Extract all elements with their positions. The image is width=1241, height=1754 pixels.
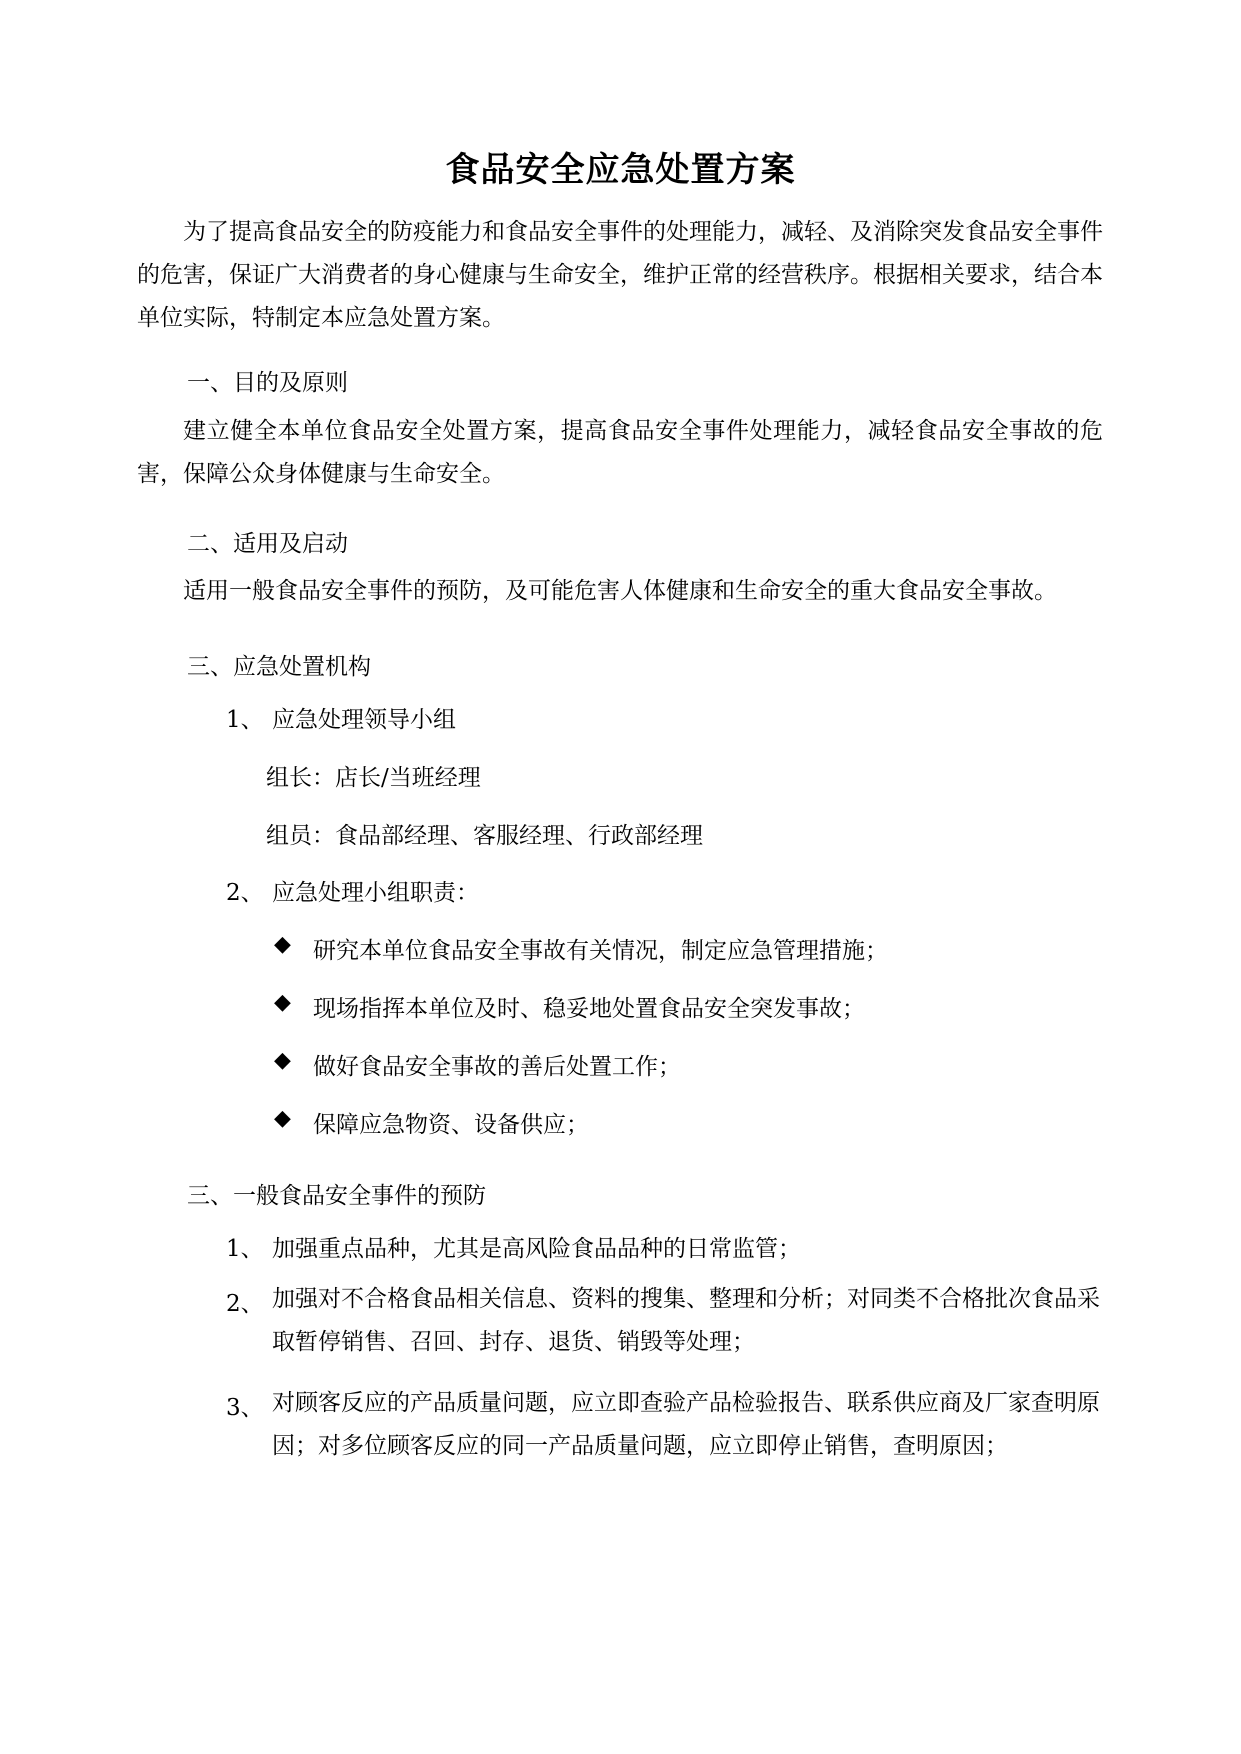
diamond-bullet-icon: ◆ — [274, 932, 291, 957]
document-title: 食品安全应急处置方案 — [445, 150, 796, 190]
diamond-bullet-icon: ◆ — [274, 990, 291, 1015]
duty-item: 现场指挥本单位及时、稳妥地处置食品安全突发事故； — [313, 996, 865, 1022]
purpose-paragraph: 建立健全本单位食品安全处置方案，提高食品安全事件处理能力，减轻食品安全事故的危害，保障公众身体健康与生命安全。 — [137, 418, 1103, 487]
group-members: 组员：食品部经理、客服经理、行政部经理 — [266, 823, 703, 849]
list-number: 2、 — [226, 880, 264, 906]
duty-item: 保障应急物资、设备供应； — [313, 1112, 589, 1138]
prevention-item: 加强重点品种，尤其是高风险食品品种的日常监管； — [272, 1236, 801, 1262]
prevention-item: 加强对不合格食品相关信息、资料的搜集、整理和分析；对同类不合格批次食品采取暂停销售、召回、封存、退货、销毁等处理； — [272, 1286, 1100, 1355]
list-number: 2、 — [226, 1291, 264, 1317]
diamond-bullet-icon: ◆ — [274, 1048, 291, 1073]
section-heading-scope: 二、适用及启动 — [187, 531, 348, 557]
duty-item: 做好食品安全事故的善后处置工作； — [313, 1054, 681, 1080]
section-heading-organization: 三、应急处置机构 — [187, 654, 371, 680]
list-item-group-duties: 应急处理小组职责： — [272, 880, 479, 906]
list-number: 3、 — [226, 1395, 264, 1421]
prevention-item: 对顾客反应的产品质量问题，应立即查验产品检验报告、联系供应商及厂家查明原因；对多位顾客反应的同一产品质量问题，应立即停止销售，查明原因； — [272, 1390, 1100, 1459]
intro-paragraph: 为了提高食品安全的防疫能力和食品安全事件的处理能力，减轻、及消除突发食品安全事件的危害，保证广大消费者的身心健康与生命安全，维护正常的经营秩序。根据相关要求，结合本单位实际，特制定本应急处置方案。 — [137, 219, 1103, 331]
list-number: 1、 — [226, 707, 264, 733]
list-item-leadership-group: 应急处理领导小组 — [272, 707, 456, 733]
group-leader: 组长：店长/当班经理 — [266, 765, 481, 791]
list-number: 1、 — [226, 1236, 264, 1262]
scope-paragraph: 适用一般食品安全事件的预防，及可能危害人体健康和生命安全的重大食品安全事故。 — [183, 578, 1057, 604]
duty-item: 研究本单位食品安全事故有关情况，制定应急管理措施； — [313, 938, 888, 964]
diamond-bullet-icon: ◆ — [274, 1106, 291, 1131]
section-heading-purpose: 一、目的及原则 — [187, 370, 348, 396]
section-heading-prevention: 三、一般食品安全事件的预防 — [187, 1183, 486, 1209]
